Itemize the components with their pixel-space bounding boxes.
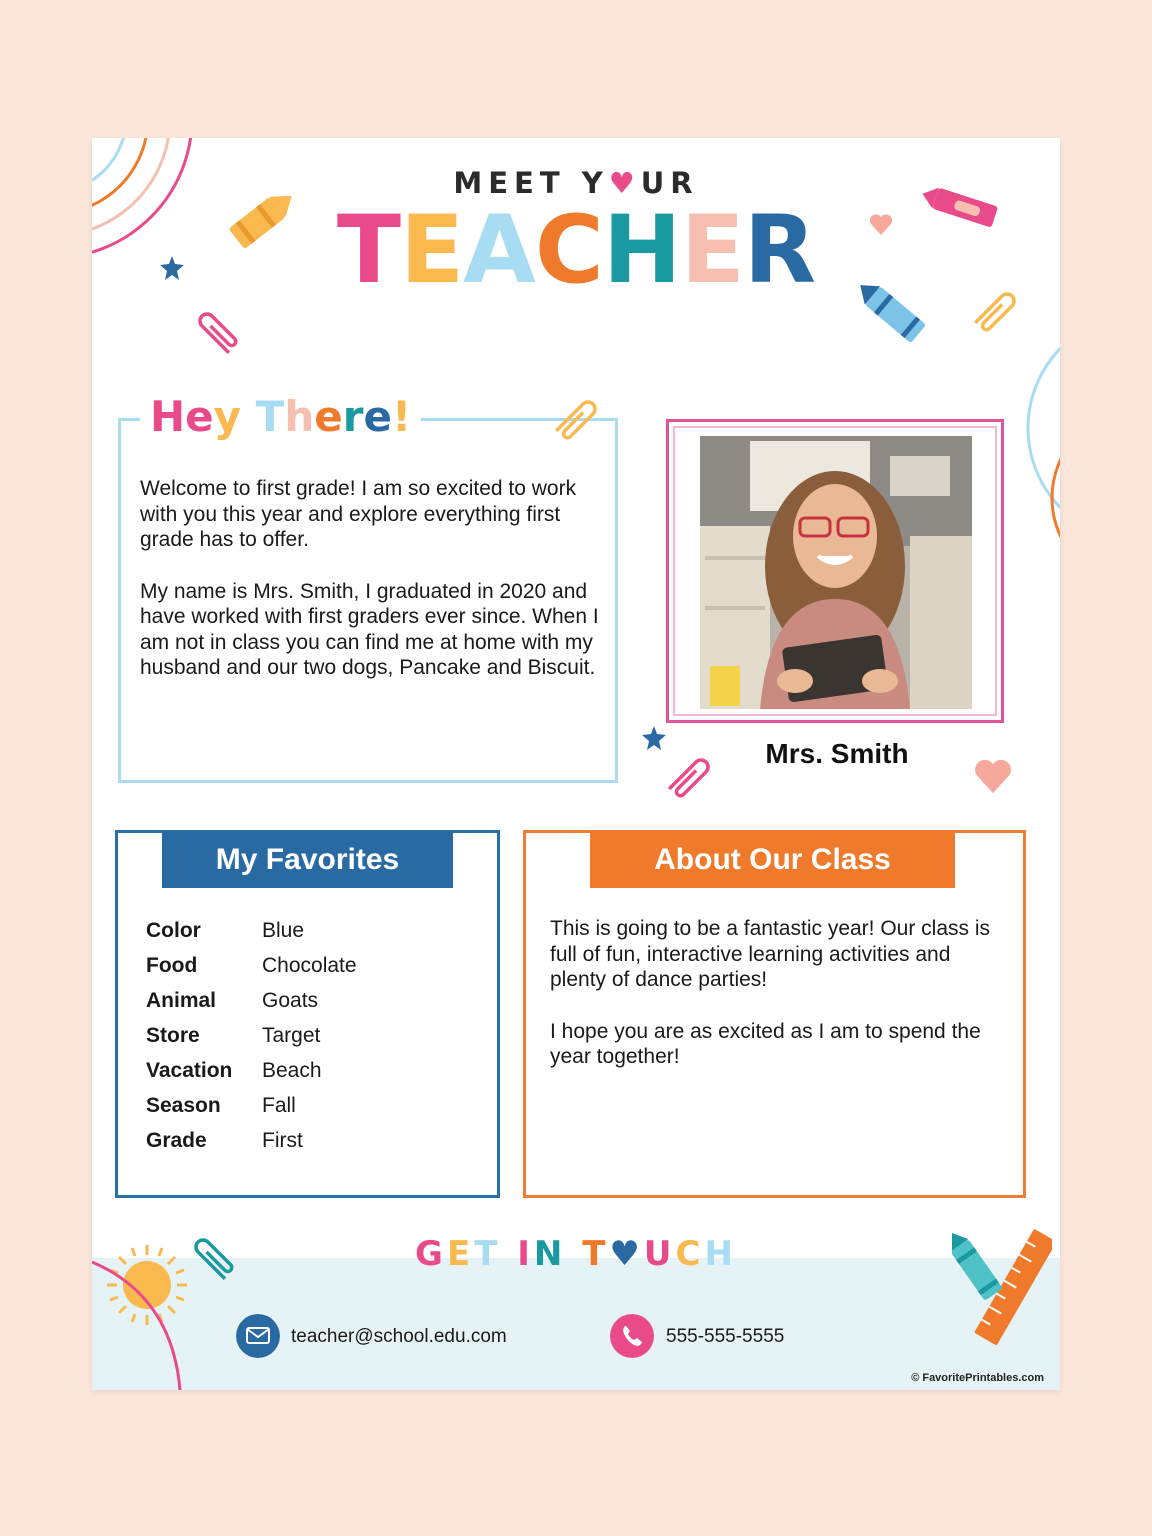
paperclip-icon	[660, 750, 718, 808]
contact-title-letters-letter: T	[582, 1234, 610, 1274]
class-title: About Our Class	[590, 831, 955, 888]
star-icon	[640, 724, 668, 752]
favorites-row	[146, 1123, 357, 1158]
heart-icon: ♥	[608, 166, 641, 200]
meet-your-heading: MEET Y♥UR	[453, 166, 699, 200]
intro-title-letters-letter: e	[185, 392, 214, 441]
contact-title-letters-letter: E	[446, 1234, 475, 1274]
favorites-row	[146, 1088, 357, 1123]
favorite-label: Store	[146, 1023, 200, 1047]
favorites-row	[146, 983, 357, 1018]
title-letters-letter: E	[399, 196, 464, 305]
favorites-row	[146, 948, 357, 983]
favorites-row	[146, 1018, 357, 1053]
favorite-label: Vacation	[146, 1058, 233, 1082]
contact-title-letters-letter: G	[415, 1234, 447, 1274]
favorites-row	[146, 1053, 357, 1088]
intro-text	[140, 476, 602, 707]
favorite-value: Blue	[262, 918, 305, 942]
intro-title-letters-letter: y	[213, 392, 242, 441]
contact-title-letters-letter: C	[675, 1234, 705, 1274]
envelope-icon	[236, 1314, 280, 1358]
get-in-touch-heading	[92, 1234, 1060, 1274]
teacher-title	[92, 196, 1060, 305]
contact-email[interactable]: teacher@school.edu.com	[291, 1326, 507, 1347]
favorite-value: First	[262, 1128, 303, 1152]
favorites-table	[146, 913, 357, 1158]
contact-title-letters-letter: H	[704, 1234, 737, 1274]
contact-title-letters-letter: I	[517, 1234, 534, 1274]
favorite-value: Chocolate	[262, 953, 357, 977]
favorite-label: Season	[146, 1093, 221, 1117]
favorite-label: Grade	[146, 1128, 207, 1152]
arc-decoration-right	[1012, 308, 1060, 608]
arc-decoration-bottom	[92, 1256, 192, 1390]
favorites-title: My Favorites	[162, 831, 453, 888]
contact-title-letters-letter	[566, 1234, 582, 1274]
heart-icon	[972, 756, 1014, 798]
teacher-name: Mrs. Smith	[765, 738, 909, 769]
intro-title-letters-letter: T	[255, 392, 285, 441]
intro-title-letters-letter: e	[314, 392, 343, 441]
contact-title-letters-letter: U	[643, 1234, 676, 1274]
intro-title-letters-letter	[241, 392, 256, 441]
contact-title-letters-letter	[501, 1234, 517, 1274]
teacher-photo	[700, 436, 972, 709]
contact-title-letters-letter: T	[474, 1234, 502, 1274]
favorite-label: Animal	[146, 988, 217, 1012]
contact-phone[interactable]: 555-555-5555	[666, 1326, 785, 1347]
contact-title-letters-letter: N	[533, 1234, 567, 1274]
favorites-row	[146, 913, 357, 948]
intro-title-letters-letter: r	[342, 392, 364, 441]
title-letters-letter: R	[743, 196, 816, 305]
title-letters-letter: E	[680, 196, 744, 305]
credit-text: © FavoritePrintables.com	[911, 1372, 1044, 1384]
paperclip-icon	[190, 304, 248, 362]
intro-paragraph: My name is Mrs. Smith, I graduated in 2020 and have worked with first graders ever since. When I am not in class you can find me at home with my husband and our two dogs, Pancake and Biscuit.	[140, 579, 599, 679]
intro-paragraph: Welcome to first grade! I am so excited to work with you this year and explore everything first grade has to offer.	[140, 477, 577, 551]
intro-title-letters-letter: h	[284, 392, 315, 441]
title-letters-letter: H	[602, 196, 681, 305]
favorite-label: Color	[146, 918, 201, 942]
title-letters-letter: A	[463, 196, 535, 305]
intro-title	[140, 392, 421, 441]
favorite-value: Goats	[262, 988, 319, 1012]
favorite-value: Beach	[262, 1058, 322, 1082]
intro-title-letters-letter: H	[150, 392, 186, 441]
favorite-value: Fall	[262, 1093, 296, 1117]
paperclip-icon	[547, 392, 605, 450]
ruler-icon	[952, 1226, 1052, 1356]
flyer-sheet	[92, 138, 1060, 1390]
contact-title-letters-letter: ♥	[609, 1234, 644, 1274]
class-text	[550, 916, 1010, 1096]
phone-icon	[610, 1314, 654, 1358]
intro-title-letters-letter: e	[363, 392, 392, 441]
class-paragraph: This is going to be a fantastic year! Our class is full of fun, interactive learning activities and plenty of dance parties!	[550, 917, 991, 991]
favorite-value: Target	[262, 1023, 321, 1047]
intro-title-letters-letter: !	[391, 392, 412, 441]
class-paragraph: I hope you are as excited as I am to spend the year together!	[550, 1019, 981, 1068]
title-letters-letter: C	[534, 196, 603, 305]
title-letters-letter: T	[336, 196, 400, 305]
favorite-label: Food	[146, 953, 198, 977]
